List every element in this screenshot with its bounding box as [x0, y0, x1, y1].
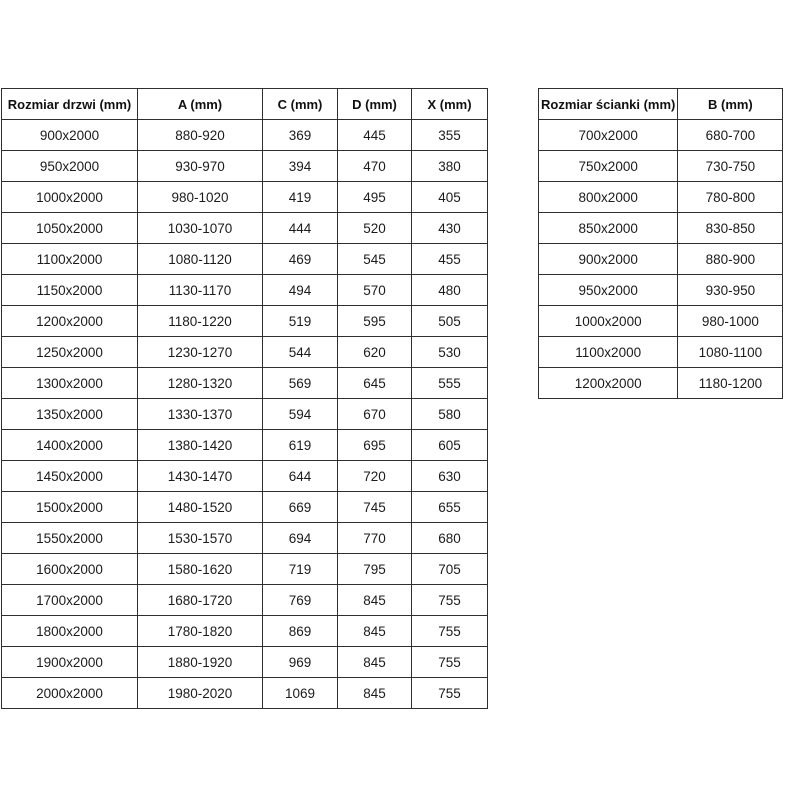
table-cell: 950x2000: [539, 275, 678, 306]
table-row: [539, 306, 783, 337]
table-row: [2, 523, 488, 554]
table-cell: 755: [412, 585, 488, 616]
table-row: [2, 120, 488, 151]
table-cell: 1030-1070: [138, 213, 263, 244]
table-cell: 705: [412, 554, 488, 585]
door-sizes-table-body: [2, 120, 488, 709]
table-cell: 930-950: [678, 275, 783, 306]
table-cell: 1050x2000: [2, 213, 138, 244]
table-cell: 494: [263, 275, 338, 306]
table-cell: 850x2000: [539, 213, 678, 244]
table-cell: 1069: [263, 678, 338, 709]
header-cell: B (mm): [678, 89, 783, 120]
table-cell: 1450x2000: [2, 461, 138, 492]
header-cell: X (mm): [412, 89, 488, 120]
table-row: [539, 182, 783, 213]
table-cell: 1400x2000: [2, 430, 138, 461]
table-cell: 430: [412, 213, 488, 244]
table-cell: 619: [263, 430, 338, 461]
table-cell: 519: [263, 306, 338, 337]
table-cell: 720: [338, 461, 412, 492]
table-cell: 669: [263, 492, 338, 523]
table-cell: 555: [412, 368, 488, 399]
table-cell: 1100x2000: [539, 337, 678, 368]
table-cell: 505: [412, 306, 488, 337]
table-cell: 530: [412, 337, 488, 368]
table-row: [2, 616, 488, 647]
table-cell: 755: [412, 678, 488, 709]
table-cell: 1430-1470: [138, 461, 263, 492]
table-row: [2, 213, 488, 244]
table-cell: 1200x2000: [539, 368, 678, 399]
table-row: [2, 585, 488, 616]
table-row: [2, 430, 488, 461]
table-row: [539, 151, 783, 182]
table-cell: 1130-1170: [138, 275, 263, 306]
table-cell: 645: [338, 368, 412, 399]
table-cell: 670: [338, 399, 412, 430]
table-cell: 1530-1570: [138, 523, 263, 554]
table-cell: 845: [338, 585, 412, 616]
table-cell: 1330-1370: [138, 399, 263, 430]
table-cell: 445: [338, 120, 412, 151]
table-cell: 369: [263, 120, 338, 151]
table-cell: 719: [263, 554, 338, 585]
table-row: [539, 244, 783, 275]
table-cell: 1680-1720: [138, 585, 263, 616]
table-cell: 1780-1820: [138, 616, 263, 647]
table-cell: 480: [412, 275, 488, 306]
table-cell: 1300x2000: [2, 368, 138, 399]
table-cell: 755: [412, 616, 488, 647]
table-cell: 620: [338, 337, 412, 368]
table-row: [2, 678, 488, 709]
table-cell: 419: [263, 182, 338, 213]
table-cell: 1250x2000: [2, 337, 138, 368]
table-cell: 795: [338, 554, 412, 585]
header-cell: Rozmiar ścianki (mm): [539, 89, 678, 120]
table-cell: 680: [412, 523, 488, 554]
table-cell: 595: [338, 306, 412, 337]
table-row: [2, 275, 488, 306]
table-row: [2, 399, 488, 430]
table-row: [2, 244, 488, 275]
table-cell: 569: [263, 368, 338, 399]
table-cell: 950x2000: [2, 151, 138, 182]
table-row: [2, 182, 488, 213]
header-row: [2, 89, 488, 120]
table-cell: 1380-1420: [138, 430, 263, 461]
table-cell: 495: [338, 182, 412, 213]
table-cell: 545: [338, 244, 412, 275]
table-row: [539, 337, 783, 368]
table-cell: 845: [338, 616, 412, 647]
table-cell: 1080-1100: [678, 337, 783, 368]
table-cell: 900x2000: [539, 244, 678, 275]
table-cell: 780-800: [678, 182, 783, 213]
table-cell: 380: [412, 151, 488, 182]
table-cell: 1280-1320: [138, 368, 263, 399]
table-cell: 1700x2000: [2, 585, 138, 616]
door-sizes-table-header: [2, 89, 488, 120]
table-cell: 644: [263, 461, 338, 492]
table-row: [539, 213, 783, 244]
table-cell: 755: [412, 647, 488, 678]
table-cell: 455: [412, 244, 488, 275]
table-cell: 1900x2000: [2, 647, 138, 678]
wall-sizes-table-body: [539, 120, 783, 399]
table-row: [539, 120, 783, 151]
table-cell: 980-1000: [678, 306, 783, 337]
table-cell: 750x2000: [539, 151, 678, 182]
table-cell: 1480-1520: [138, 492, 263, 523]
table-cell: 930-970: [138, 151, 263, 182]
table-cell: 1200x2000: [2, 306, 138, 337]
table-cell: 745: [338, 492, 412, 523]
table-cell: 769: [263, 585, 338, 616]
table-cell: 830-850: [678, 213, 783, 244]
table-cell: 570: [338, 275, 412, 306]
table-cell: 655: [412, 492, 488, 523]
header-cell: C (mm): [263, 89, 338, 120]
table-cell: 680-700: [678, 120, 783, 151]
table-cell: 1600x2000: [2, 554, 138, 585]
table-cell: 470: [338, 151, 412, 182]
table-row: [2, 368, 488, 399]
table-row: [2, 492, 488, 523]
table-cell: 869: [263, 616, 338, 647]
table-cell: 1350x2000: [2, 399, 138, 430]
table-cell: 700x2000: [539, 120, 678, 151]
table-cell: 1980-2020: [138, 678, 263, 709]
header-row: [539, 89, 783, 120]
table-cell: 1150x2000: [2, 275, 138, 306]
table-cell: 1500x2000: [2, 492, 138, 523]
table-cell: 845: [338, 678, 412, 709]
table-cell: 394: [263, 151, 338, 182]
table-cell: 770: [338, 523, 412, 554]
table-cell: 520: [338, 213, 412, 244]
table-cell: 1550x2000: [2, 523, 138, 554]
table-cell: 1230-1270: [138, 337, 263, 368]
table-cell: 969: [263, 647, 338, 678]
table-row: [2, 151, 488, 182]
table-cell: 1880-1920: [138, 647, 263, 678]
door-sizes-table-container: [1, 88, 488, 709]
table-cell: 730-750: [678, 151, 783, 182]
table-row: [2, 461, 488, 492]
table-cell: 1080-1120: [138, 244, 263, 275]
wall-sizes-table-container: [538, 88, 783, 399]
table-cell: 880-920: [138, 120, 263, 151]
table-cell: 594: [263, 399, 338, 430]
table-cell: 900x2000: [2, 120, 138, 151]
table-row: [539, 275, 783, 306]
door-sizes-table: [1, 88, 488, 709]
wall-sizes-table-header: [539, 89, 783, 120]
header-cell: Rozmiar drzwi (mm): [2, 89, 138, 120]
table-cell: 845: [338, 647, 412, 678]
table-cell: 2000x2000: [2, 678, 138, 709]
table-row: [2, 554, 488, 585]
table-cell: 1180-1200: [678, 368, 783, 399]
table-cell: 580: [412, 399, 488, 430]
table-cell: 630: [412, 461, 488, 492]
table-cell: 695: [338, 430, 412, 461]
header-cell: A (mm): [138, 89, 263, 120]
table-row: [2, 647, 488, 678]
table-cell: 694: [263, 523, 338, 554]
table-cell: 1100x2000: [2, 244, 138, 275]
table-cell: 1000x2000: [2, 182, 138, 213]
table-row: [539, 368, 783, 399]
table-cell: 355: [412, 120, 488, 151]
table-cell: 544: [263, 337, 338, 368]
table-cell: 405: [412, 182, 488, 213]
wall-sizes-table: [538, 88, 783, 399]
table-cell: 1000x2000: [539, 306, 678, 337]
table-row: [2, 337, 488, 368]
table-cell: 444: [263, 213, 338, 244]
table-row: [2, 306, 488, 337]
table-cell: 469: [263, 244, 338, 275]
table-cell: 980-1020: [138, 182, 263, 213]
table-cell: 880-900: [678, 244, 783, 275]
table-cell: 1800x2000: [2, 616, 138, 647]
table-cell: 1180-1220: [138, 306, 263, 337]
header-cell: D (mm): [338, 89, 412, 120]
table-cell: 1580-1620: [138, 554, 263, 585]
table-cell: 605: [412, 430, 488, 461]
table-cell: 800x2000: [539, 182, 678, 213]
